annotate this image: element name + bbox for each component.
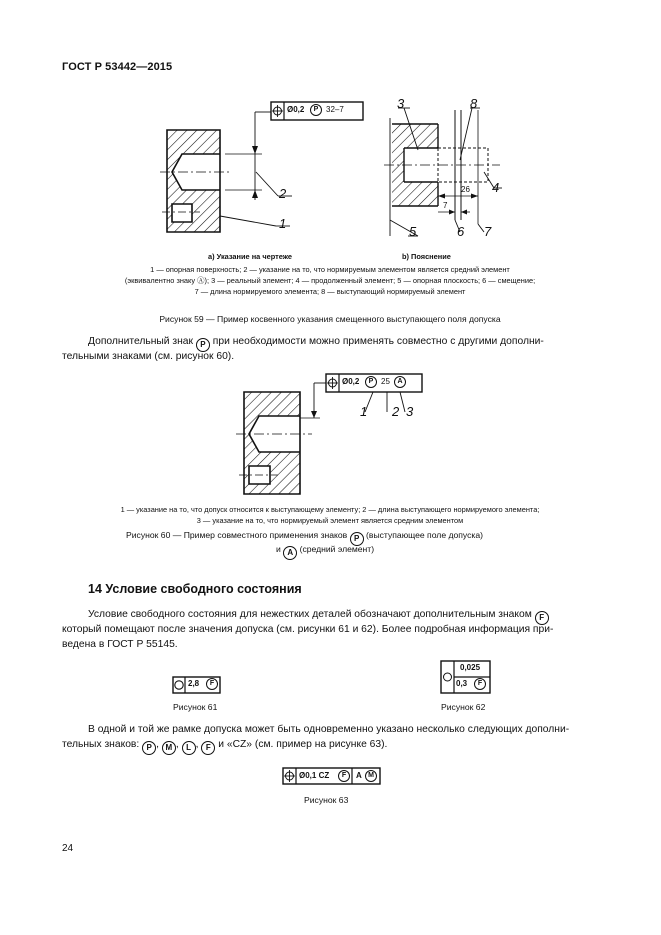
free-state-symbol-icon: F <box>338 770 350 782</box>
figure-59-label-4: 4 <box>492 180 500 195</box>
figure-59-frame-length: 32–7 <box>326 105 344 114</box>
figure-60-frame-value: Ø0,2 <box>342 377 360 386</box>
figure-62-caption: Рисунок 62 <box>441 702 486 712</box>
section-14-paragraph-line-2: который помещают после значения допуска (см. рисунки 61 и 62). Более подробная информация при- <box>62 624 554 635</box>
figure-59-label-2: 2 <box>279 186 287 201</box>
document-header: ГОСТ Р 53442—2015 <box>62 61 173 73</box>
projected-tolerance-symbol-icon: P <box>365 376 377 388</box>
figure-61-caption: Рисунок 61 <box>173 702 218 712</box>
figure-59-legend-line-3: 7 — длина нормируемого элемента; 8 — выступающий нормируемый элемент <box>194 287 466 296</box>
free-state-symbol-icon: F <box>201 741 215 755</box>
figure-59-legend-line-1: 1 — опорная поверхность; 2 — указание на то, что нормируемым элементом является средний элемент <box>150 265 510 274</box>
least-material-symbol-icon: L <box>182 741 196 755</box>
projected-tolerance-symbol-icon: P <box>350 532 364 546</box>
figure-60-frame-length: 25 <box>381 377 390 386</box>
figure-63-caption: Рисунок 63 <box>304 795 349 805</box>
free-state-symbol-icon: F <box>474 678 486 690</box>
section-14-paragraph-line-3: ведена в ГОСТ Р 55145. <box>62 639 178 650</box>
figure-60-caption-line-2: и A (средний элемент) <box>276 544 374 560</box>
figure-59-dim-26: 26 <box>461 185 470 194</box>
paragraph-2-line-1: В одной и той же рамке допуска может быть одновременно указано несколько следующих дополни- <box>88 724 570 735</box>
figure-62-value-2: 0,3 <box>456 679 468 688</box>
figure-59-dim-7: 7 <box>443 201 448 210</box>
section-14-paragraph-line-1: Условие свободного состояния для нежестких деталей обозначают дополнительным знаком F <box>88 607 598 625</box>
figure-59-subcaption-a: а) Указание на чертеже <box>208 252 293 261</box>
figure-59-label-5: 5 <box>409 224 417 239</box>
figure-59-frame-value: Ø0,2 <box>287 105 305 114</box>
median-feature-symbol-icon: A <box>394 376 406 388</box>
figure-60-label-3: 3 <box>406 404 414 419</box>
figure-59-label-7: 7 <box>484 224 492 239</box>
figure-60-legend-line-2: 3 — указание на то, что нормируемый элемент является средним элементом <box>196 516 464 525</box>
figure-59-label-1: 1 <box>279 216 287 231</box>
projected-tolerance-symbol-icon: P <box>310 104 322 116</box>
projected-tolerance-symbol-icon: P <box>196 338 210 352</box>
figure-59-label-6: 6 <box>457 224 465 239</box>
figure-59-subcaption-b: b) Пояснение <box>402 252 451 261</box>
figure-59-label-3: 3 <box>397 96 405 111</box>
page-number: 24 <box>62 843 74 854</box>
maximum-material-symbol-icon: M <box>162 741 176 755</box>
paragraph-1-line-1: Дополнительный знак P при необходимости можно применять совместно с другими дополни- <box>88 334 598 352</box>
figure-61-value: 2,8 <box>188 679 200 688</box>
figure-59-legend-line-2: (эквивалентно знаку Ⓐ); 3 — реальный элемент; 4 — продолженный элемент; 5 — опорная плоскость; 6 — смещение; <box>124 276 536 285</box>
figure-60-legend-line-1: 1 — указание на то, что допуск относится к выступающему элементу; 2 — длина выступающего нормируемого элемента; <box>120 505 540 514</box>
figure-63-value: Ø0,1 CZ <box>299 771 330 780</box>
figure-59-label-8: 8 <box>470 96 478 111</box>
free-state-symbol-icon: F <box>535 611 549 625</box>
paragraph-1-line-2: тельными знаками (см. рисунок 60). <box>62 351 235 362</box>
section-14-heading: 14 Условие свободного состояния <box>88 582 302 596</box>
figure-59a-part <box>160 112 292 232</box>
projected-tolerance-symbol-icon: P <box>142 741 156 755</box>
figure-63-datum: A <box>356 771 362 780</box>
figure-60-part <box>236 374 422 494</box>
figure-60-label-2: 2 <box>392 404 400 419</box>
figure-59-caption: Рисунок 59 — Пример косвенного указания смещенного выступающего поля допуска <box>159 314 501 324</box>
maximum-material-symbol-icon: M <box>365 770 377 782</box>
figure-60-label-1: 1 <box>360 404 368 419</box>
figure-62-value-1: 0,025 <box>460 663 481 672</box>
free-state-symbol-icon: F <box>206 678 218 690</box>
median-feature-symbol-icon: A <box>283 546 297 560</box>
paragraph-2-line-2: тельных знаков: P , M , L , F и «CZ» (см. пример на рисунке 63). <box>62 737 387 755</box>
figure-59b-part <box>384 108 502 236</box>
figure-60-caption-line-1: Рисунок 60 — Пример совместного применения знаков P (выступающее поле допуска) <box>126 530 483 546</box>
